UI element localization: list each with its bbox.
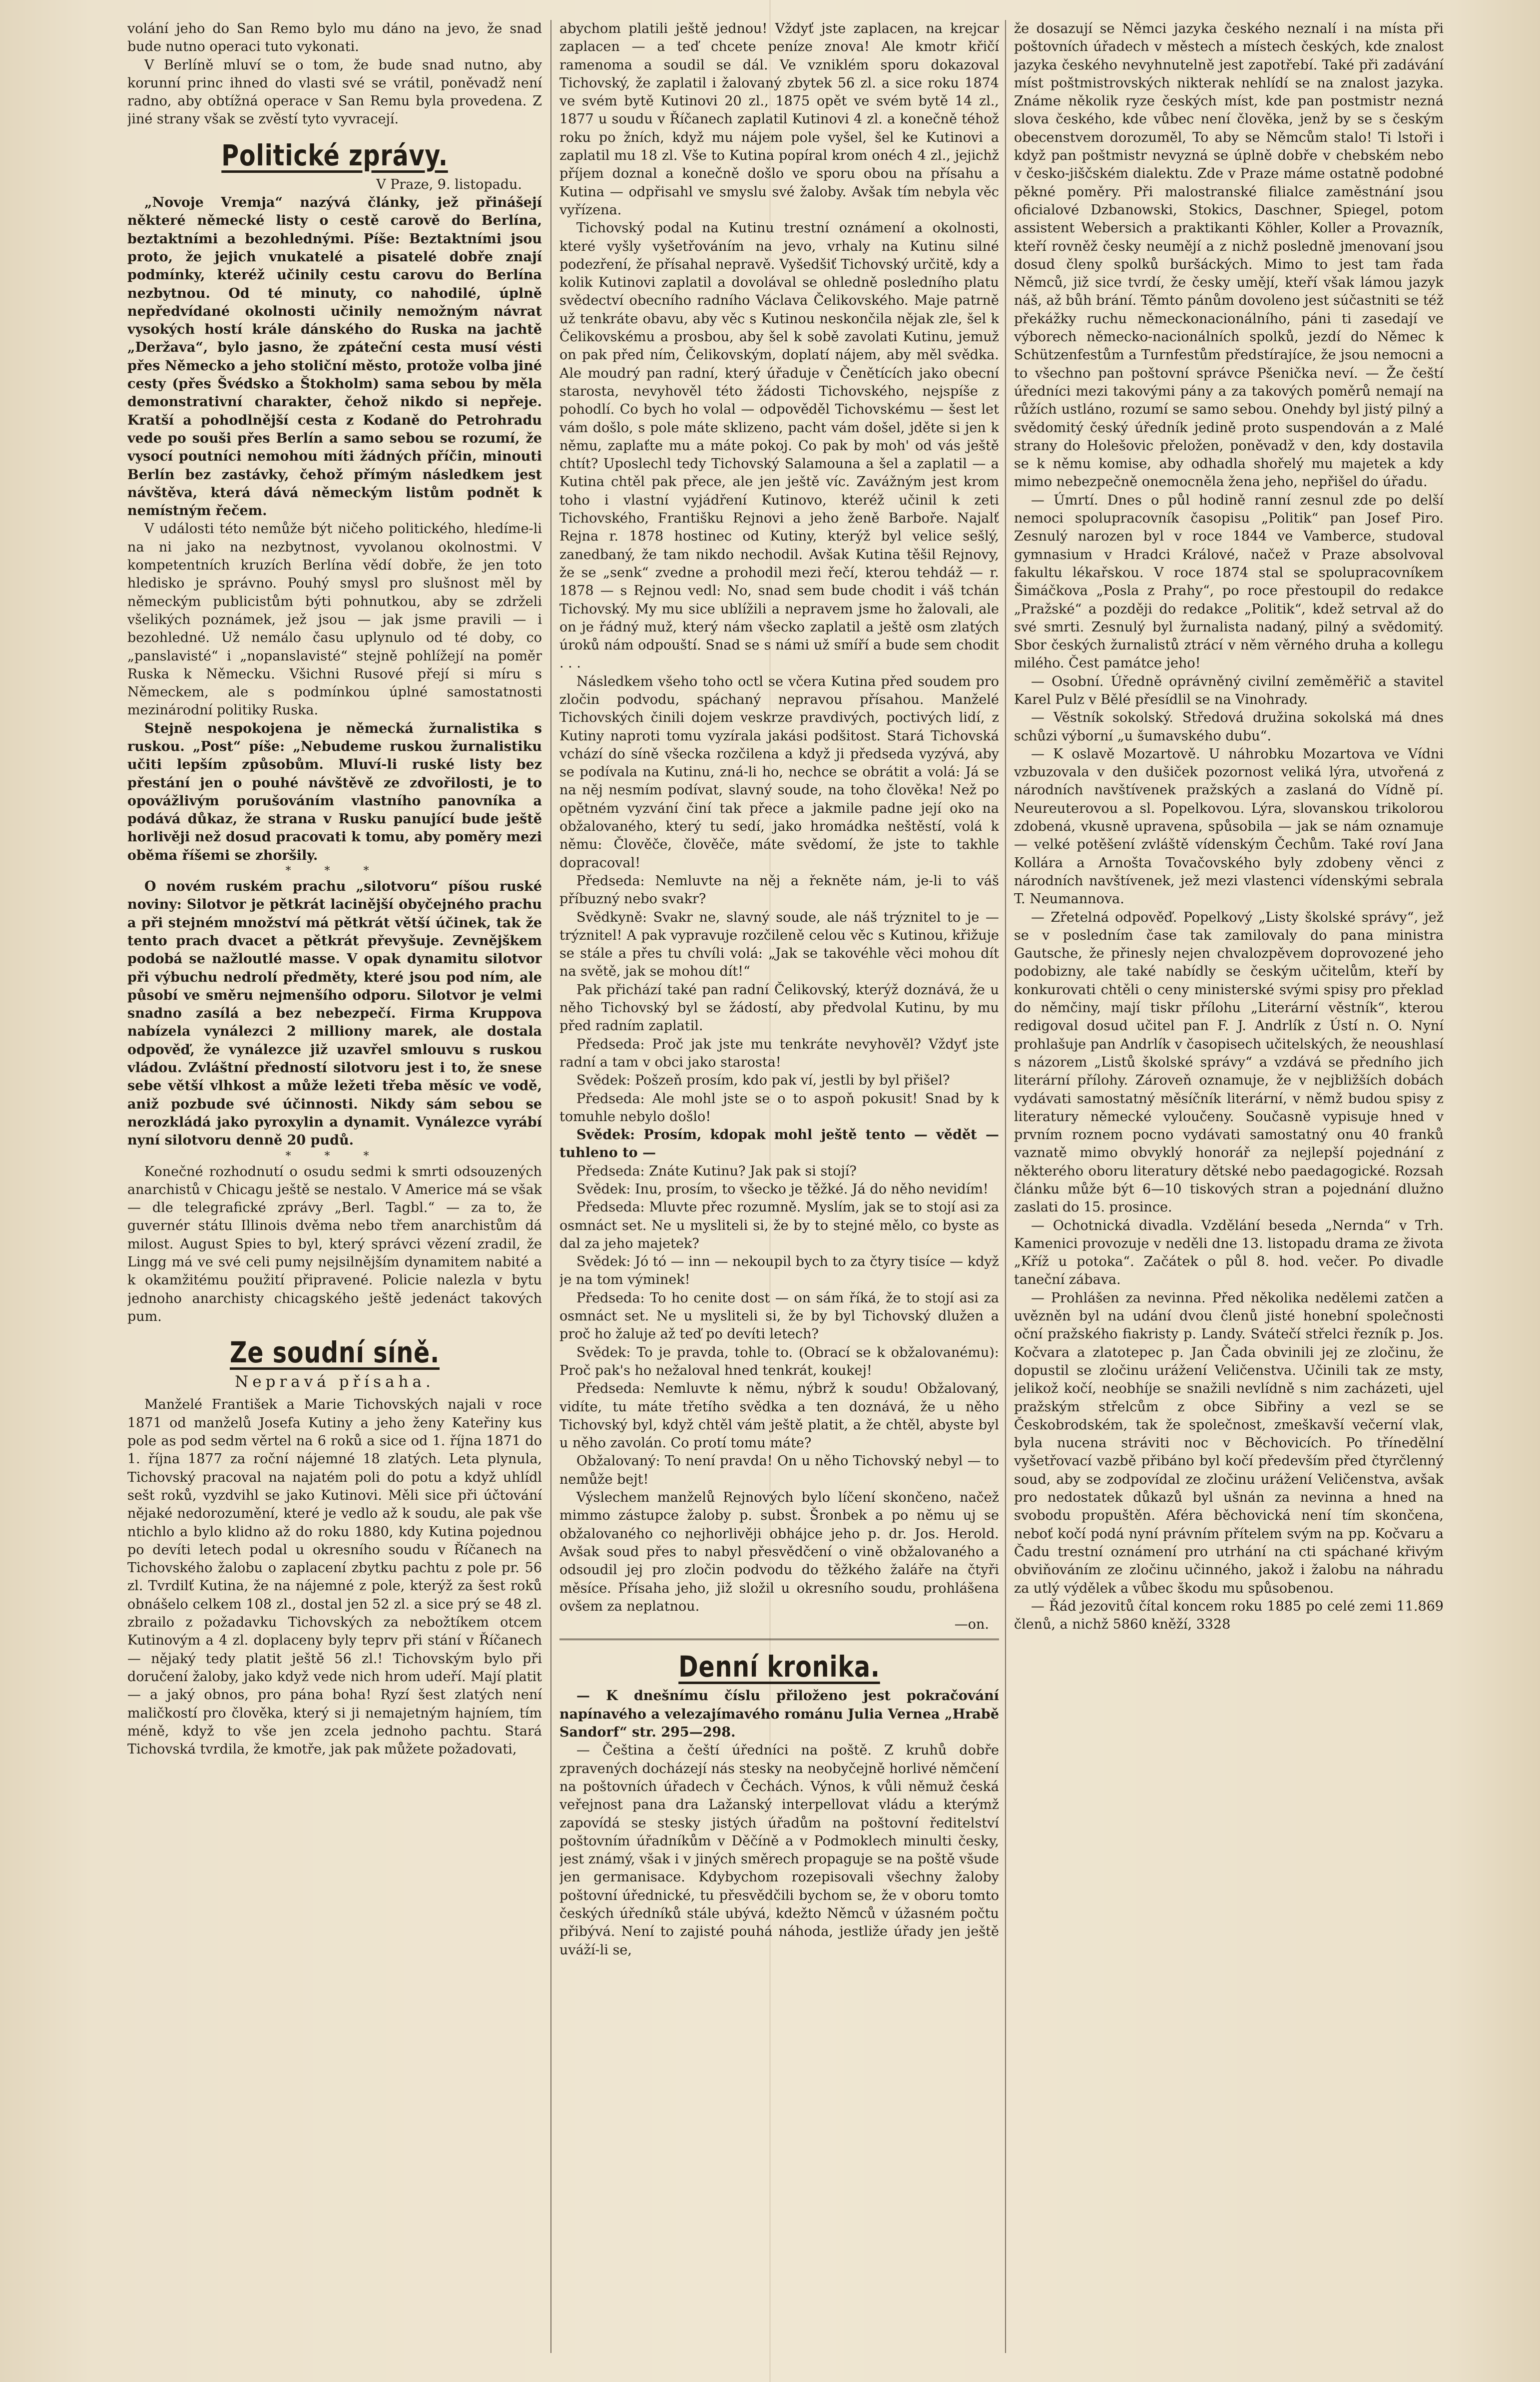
column-rule-2 (1005, 20, 1006, 2353)
news-item: — K oslavě Mozartově. U náhrobku Mozartova ve Vídni vzbuzovala v den dušiček pozornost veliká lýra, utvořená z národních navštívenek pražských a zaslaná do Vídně pí. Neureuterovou a sl. Popelkovou. Lýra, slovanskou trikolorou zdobená, vkusně upravena, spůsobila — jak se nám oznamuje — velké potěšení zvláště vídenským Čechům. Také roví Jana Kollára a Arnošta Tovačovského byly zdobeny věnci z národních navštívenek, jež mezi vlastenci vídenskými sebrala T. Neumannova. (1014, 746, 1444, 907)
news-item: — K dnešnímu číslu přiloženo jest pokračování napínavého a velezajímavého románu Julia Vernea „Hrabě Sandorf“ str. 295—298. (559, 1688, 999, 1741)
paragraph: Tichovský podal na Kutinu trestní oznámení a okolnosti, které vyšly vyšetřováním na jevo, vrhaly na Kutinu silné podezření, že přísahal nepravě. Vyšedšiť Tichovský určitě, kdy a kolik Kutinovi zaplatil a dovolával se ohledně posledního platu svědectví obecního radního Václava Čelikovského. Maje patrně už tenkráte obavu, aby věc s Kutinou neskončila nějak zle, šel k Čelikovskému a prosbou, aby šel k sobě zavolati Kutinu, jemuž on pak před ním, Čelikovským, doplatí nájem, aby měl svědka. Ale moudrý pan radní, který úřaduje v Čenětících jako obecní starosta, nevyhověl této žádosti Tichovského, nejspíše z pohodlí. Co bych ho volal — odpověděl Tichovskému — šest let vám došlo, s pole máte sklizeno, pacht vám došel, jděte si jen k němu, zaplaťte mu a máte pokoj. Co pak by moh' od vás ještě chtít? Uposlechl tedy Tichovský Salamouna a šel a zaplatil — a Kutina chtěl pak přece, ale jen ještě víc. Zavážným jest krom toho i vlastní vyjádření Kutinovo, kteréž učinil k zeti Tichovského, Františku Rejnovi a jeho ženě Barboře. Najalť Rejna r. 1878 hostinec od Kutiny, kterýž byl velice sešlý, zanedbaný, že tam nikdo nechodil. Avšak Kutina těšil Rejnovy, že se „senk“ zvedne a prohodil mezi řečí, kterou tehdáž — r. 1878 — s Rejnou vedl: No, snad sem bude chodit i váš tchán Tichovský. My mu sice ublížili a nepravem jsme ho žalovali, ale on je řádný muž, který nám všecko zaplatil a ještě osm zlatých úroků nám odpouští. Snad se s námi už smíří a bude sem chodit . . . (559, 220, 999, 671)
news-item: — Prohlášen za nevinna. Před několika nedělemi zatčen a uvězněn byl na udání dvou členů jisté honební společnosti oční pražského fiakristy p. Landy. Svátečí střelci řezník p. Jos. Kočvara a zlatotepec p. Jan Čada obvinili jej ze zločinu, že dopustil se zločinu urážení Veličenstva. Učinili tak ze msty, jelikož kočí, neobhíje se snažili nevlídně s nim zacházeti, ujel pražským střelcům z obce Sibřiny a vezl se se Českobrodském, tak že společnost, zmeškavší večerní vlak, byla nucena stráviti noc v Běchovicích. Po třínedělní vyšetřovací vazbě přibáno byl kočí především před čtyrčlenný soud, aby se zodpovídal ze zločinu urážení Veličenstva, avšak pro nedostatek důkazů byl ušnán za nevinna a hned na svobodu propuštěn. Aféra běchovická není tím skončena, neboť kočí podá nyní právním přítelem svým na pp. Kočvaru a Čadu trestní oznámení pro utrhání na cti spáchané křivým obviňováním ze zločinu učinného, jakož i žalobu na náhradu za utlý výdělek a vůbec škodu mu spůsobenou. (1014, 1290, 1444, 1596)
news-item: — Úmrtí. Dnes o půl hodině ranní zesnul zde po delší nemoci spolupracovník časopisu „Politik“ pan Josef Piro. Zesnulý narozen byl v roce 1844 ve Vamberce, studoval gymnasium v Hradci Králové, načež v Praze absolvoval fakultu lékařskou. V roce 1874 stal se spolupracovníkem Šimáčkova „Posla z Prahy“, po roce přestoupil do redakce „Pražské“ a později do redakce „Politik“, kdež setrval až do své smrti. Zesnulý byl žurnalista nadaný, pilný a svědomitý. Sbor českých žurnalistů ztrácí v něm věrného druha a kollegu milého. Čest památce jeho! (1014, 492, 1444, 671)
news-item: — Čeština a čeští úředníci na poště. Z kruhů dobře zpravených docházejí nás stesky na neobyčejně horlivé němčení na poštovních úřadech v Čechách. Výnos, k vůli němuž česká veřejnost pana dra Lažanský interpellovat vládu a kterýmž zapovídá se stesky jistých úřadům na poštovní ředitelství poštovním úřadníkům v Děčíně a v Podmoklech minulti česky, jest známý, však i v jiných směrech propaguje se na poště všude jen germanisace. Kdybychom rozepisovali všechny žaloby poštovní úřednické, tu přesvědčili bychom se, že v oboru tomto českých úředníků stále ubývá, kdežto Němců v úžasném počtu přibývá. Není to zajisté pouhá náhoda, jestliže úřady jen ještě uváží-li se, (559, 1743, 999, 1958)
column-rule-1 (550, 20, 551, 2353)
paragraph: Konečné rozhodnutí o osudu sedmi k smrti odsouzených anarchistů v Chicagu ještě se nestalo. V Americe má se však — dle telegrafické zprávy „Berl. Tagbl.“ — za to, že guvernér státu Illinois dvěma nebo třem anarchistům dá milost. August Spies to byl, který správci vězení zradil, že Lingg má ve své celi pumy nejsilnějším dynamitem nabité a k okamžitému použití připravené. Policie nalezla v bytu jednoho anarchisty chicagského ještě jedenáct takových pum. (127, 1164, 542, 1324)
paragraph: Výslechem manželů Rejnových bylo líčení skončeno, načež mimmo zástupce žaloby p. subst. Šronbek a po němu uj se obžalovaného co nejhorlivěji obhájce jeho p. dr. Jos. Herold. Avšak soud přes to nabyl přesvědčení o vině obžalovaného a odsoudil jej pro zločin podvodu do těžkého žaláře na čtyři měsíce. Přísaha jeho, již složil u okresního soudu, prohlášena ovšem za neplatnou. (559, 1490, 999, 1614)
dialogue-line: Předseda: Nemluvte k němu, nýbrž k soudu! Obžalovaný, vidíte, tu máte třetího svědka a ten doznává, že u něho Tichovský byl, když chtěl vám ještě platit, a že chtěl, abyste byl u něho zavolán. Co protí tomu máte? (559, 1381, 999, 1451)
section-heading-chronicle: Denní kronika. (678, 1650, 880, 1684)
paragraph: Následkem všeho toho octl se včera Kutina před soudem pro zločin podvodu, spáchaný nepravou přísahou. Manželé Tichovských činili dojem veskrze pravdivých, poctivých lidí, z Kutiny naproti tomu vyzírala jakási podšitost. Stará Tichovská vchází do síně všecka rozčilena a když ji předseda vyzývá, aby se podívala na Kutinu, zná-li ho, nechce se obrátit a volá: Já se na něj nesmím podívat, slavný soude, na toho člověka! Než po opětném vyzvání činí tak přece a jakmile padne její oko na obžalovaného, který tu sedí, jako hromádka neštěstí, volá k němu: Člověče, člověče, máte svědomí, že jste to takhle dopracoval! (559, 673, 999, 871)
section-heading-politics: Politické zprávy. (221, 138, 448, 172)
article-subtitle: Nepravá přísaha. (235, 1373, 435, 1391)
dialogue-line: Svědkyně: Svakr ne, slavný soude, ale náš trýznitel to je — trýznitel! A pak vypravuje rozčileně celou věc s Kutinou, křižuje se stále a přes tu chvíli volá: „Jak se takovéhle věci mohou dít na světě, jak se mohou dít!“ (559, 909, 999, 980)
dialogue-line: Svědek: To je pravda, tohle to. (Obrací se k obžalovanému): Proč pak's ho nežaloval hned tenkrát, koukej! (559, 1344, 999, 1378)
dialogue-line: Obžalovaný: To není pravda! On u něho Tichovský nebyl — to nemůže bejt! (559, 1453, 999, 1487)
dialogue-line: Předseda: Proč jak jste mu tenkráte nevyhověl? Vždyť jste radní a tam v obci jako starosta! (559, 1036, 999, 1070)
column-2 (559, 20, 999, 2368)
paragraph: V události této nemůže být ničeho politického, hledíme-li na ni jako na nezbytnost, vyvolanou okolnostmi. V kompetentních kruzích Berlína vědí dobře, že jen toto hledisko je správno. Pouhý smysl pro slušnost měl by německým publicistům býti pohnutkou, aby se zdrželi všelikých poznámek, jež jsou — jak jsme pravili — i bezohledné. Už nemálo času uplynulo od té doby, co „panslavisté“ i „nopanslavisté“ stejně pohlížejí na poměr Ruska k Německu. Všichni Rusové přejí si míru s Německem, ale s podmínkou úplné samostatnosti mezinárodní politiky Ruska. (127, 521, 542, 718)
separator-stars: * * * (285, 865, 384, 878)
paragraph: Manželé František a Marie Tichovských najali v roce 1871 od manželů Josefa Kutiny a jeho ženy Kateřiny kus pole as pod sedm věrtel na 6 roků a sice od 1. října 1871 do 1. října 1877 za roční nájemné 18 zlatých. Leta plynula, Tichovský pracoval na najatém poli do potu a když uhlídl sešt roků, vyzdvihl se jako Kutinovi. Měli sice při účtování nějaké nedorozumění, které je vedlo až k soudu, ale pak vše ntichlo a bylo klidno až do roku 1880, kdy Kutina pojednou po devíti letech podal u okresního soudu v Říčanech na Tichovského žalobu o zaplacení zbytku pachtu z pole pr. 56 zl. Tvrdilť Kutina, že na nájemné z pole, kterýž za šest roků obnášelo celkem 108 zl., dostal jen 52 zl. a sice prý se 48 zl. zbrailo z požadavku Tichovských za nebožtíkem otcem Kutinovým a 4 zl. doplaceny byly teprv při stání v Říčanech — nějaký tedy platit ještě 56 zl.! Tichovským bylo při doručení žaloby, jako když vede nich hrom udeří. Mají platit — a jaký obnos, pro pána boha! Ryzí šest zlatých není maličkostí pro člověka, který si ji nemajetným hajníem, tím méně, když to vše jen zcela jednoho pachtu. Stará Tichovská tvrdila, že kmotře, jak pak můžete požadovati, (127, 1397, 542, 1758)
news-item: — Věstník sokolský. Středová družina sokolská má dnes schůzi výborní „u šumavského dubu“. (1014, 710, 1444, 744)
dialogue-line: Předseda: Znáte Kutinu? Jak pak si stojí? (576, 1163, 857, 1179)
news-item: — Zřetelná odpověď. Popelkový „Listy školské správy“, jež se v posledním čase tak zamilovaly do pana ministra Gautsche, že přinesly nejen chvalozpěvem doprovozené jeho podobizny, ale také nabídly se českým učitelům, kteří by konkurovati chtěli o ceny ministerské svými spisy pro překlad do němčiny, mají tiskr přílohu „Literární věstník“, kterou redigoval dosud učitel pan F. J. Andrlík z Ústí n. O. Nyní prohlašuje pan Andrlík v časopisech učitelských, že neoushlasí s názorem „Listů školské správy“ a vzdává se předního jich literární přílohy. Zároveň oznamuje, že v nejbližších dobách vydávati samostatný měsíčník literární, v němž budou spisy z literatury německé vyloučeny. Současně vypisuje hned v prvním roznem pocno vydávati samostatný onu 40 franků vaznatě mimo obvyklý honorář za nejlepší pojednání z některého oboru literatury dětské nebo paedagogické. Rozsah článku může být 6—10 tiskových stran a pojednání dlužno zaslati do 15. prosince. (1014, 909, 1444, 1215)
paragraph: Pak přichází také pan radní Čelikovský, kterýž doznává, že u něho Tichovský byl se žádostí, aby předvolal Kutinu, by mu před radním zaplatil. (559, 982, 999, 1034)
paragraph: „Novoje Vremja“ nazývá články, jež přinášejí některé německé listy o cestě carově do Berlína, beztaktními a bezohlednými. Píše: Beztaktními jsou proto, že jejich vnukatelé a pisatelé dobře znají podmínky, kteréž učinily cestu carovu do Berlína nezbytnou. Od té minuty, co nahodilé, úplně nepředvídané okolnosti učinily nemožným návrat vysokých hostí krále dánského do Ruska na jachtě „Deržava“, bylo jasno, že zpáteční cesta musí vésti přes Německo a jeho stoliční město, protože volba jiné cesty (přes Švédsko a Štokholm) sama sebou by měla demonstrativní charakter, čehož nikdo si nepřeje. Kratší a pohodlnější cesta z Kodaně do Petrohradu vede po souši přes Berlín a samo sebou se rozumí, že vysocí poutníci nemohou míti žádných příčin, minouti Berlín bez zastávky, čehož přímým následkem jest návštěva, která dává německým listům podnět k nemístným řečem. (127, 195, 542, 519)
news-item: — Osobní. Úředně oprávněný civilní zeměměřič a stavitel Karel Pulz v Bělé přesídlil se na Vinohrady. (1014, 673, 1444, 707)
dialogue-line: Svědek: Pošzeň prosím, kdo pak ví, jestli by byl přišel? (576, 1073, 950, 1089)
dialogue-line: Předseda: To ho cenite dost — on sám říká, že to stojí asi za osmnáct set. Ne u mysliteli si, že by byl Tichovský dlužen a proč ho žaluje až teď po devíti letech? (559, 1290, 999, 1342)
paragraph: volání jeho do San Remo bylo mu dáno na jevo, že snad bude nutno operaci tuto vykonati. (127, 21, 542, 55)
dialogue-line: Svědek: Jó tó — inn — nekoupil bych to za čtyry tisíce — když je na tom výminek! (559, 1254, 999, 1288)
section-heading-court: Ze soudní síně. (229, 1335, 440, 1370)
dialogue-line: Svědek: Inu, prosím, to všecko je těžké. Já do něho nevidím! (576, 1182, 989, 1197)
dialogue-line: Předseda: Ale mohl jste se o to aspoň pokusit! Snad by k tomuhle nebylo došlo! (559, 1091, 999, 1125)
double-rule (559, 1639, 999, 1640)
paragraph: Stejně nespokojena je německá žurnalistika s ruskou. „Post“ píše: „Nebudeme ruskou žurnalistiku učiti lepším způsobům. Mluví-li ruské listy bez přestání jen o pouhé návštěvě ze zdvořilosti, je to opovážlivým porušováním vlastního panovníka a podává důkaz, že strana v Rusku panující bude ještě horlivěji než dosud pracovati k tomu, aby poměry mezi oběma říšemi se zhoršily. (127, 720, 542, 863)
column-3 (1014, 20, 1444, 2368)
news-item: — Ochotnická divadla. Vzdělání beseda „Nernda“ v Trh. Kamenici provozuje v neděli dne 13. listopadu drama ze života „Kříž u potoka“. Začátek o půl 8. hod. večer. Po divadle taneční zábava. (1014, 1217, 1444, 1288)
paragraph: že dosazují se Němci jazyka českého neznalí i na místa při poštovních úřadech v městech a místech českých, kde znalost jazyka českého nevyhnutelně jest zapotřebí. Také při zadávání míst poštmistrovských nikterak nehlídí se na znalost jazyka. Známe několik ryze českých míst, kde pan postmistr nezná slova českého, kde vůbec není člověka, jenž by se s českým obecenstvem dorozuměl, To aby se Němcům stalo! Ti lstoři i když pan poštmistr nevyzná se úplně dobře v chebském nebo v česko-jiščském dialektu. Zde v Praze máme ostatně podobné pěkné poměry. Při malostranské filialce zaměstnání jsou oficialové Dzbanowski, Stokics, Daschner, Spiegel, potom assistent Webersich a praktikanti Köhler, Koller a Provazník, kteří rovněž česky neumějí a z nichž posledně jmenovaní jsou dosud členy spolků buršáckých. Mimo to jest tam řada Němců, již sice tvrdí, že česky umějí, kteří však lámou jazyk náš, až bůh brání. Těmto pánům dovoleno jest súčastniti se též překážky ruchu německonacionálního, páni ti zasedají ve výborech německo-nacionálních spolků, jezdí do Němec k Schützenfestům a Turnfestům předstírajíce, že jsou nemocni a to všechno pan poštovní správce Pšenička neví. — Že čeští úředníci mezi takovými pány a za takových poměrů nemají na růžích ustláno, rozumí se samo sebou. Onehdy byl jistý pilný a svědomitý český úředník jedině proto suspendován a z Malé strany do Holešovic přeložen, poněvadž v den, kdy dostavila se k němu komise, aby odhadla shořelý mu majetek a kdy mimo nebezpečně onemocněla žena jeho, nepřišel do úřadu. (1014, 21, 1444, 490)
dateline: V Praze, 9. listopadu. (376, 176, 522, 192)
paragraph: O novém ruském prachu „silotvoru“ píšou ruské noviny: Silotvor je pětkrát lacinější obyčejného prachu a při stejném množství má pětkrát větší účinek, tak že tento prach dvacet a pětkrát převyšuje. Zevnějškem podobá se nažloutlé masse. V opak dynamitu silotvor při výbuchu nedrolí předměty, které jsou pod ním, ale působí ve směru nejmenšího odporu. Silotvor je velmi snadno zasílá a bez nebezpečí. Firma Kruppova nabízela vynálezci 2 milliony marek, ale dostala odpověď, že vynálezce již uzavřel smlouvu s ruskou vládou. Zvláštní předností silotvoru jest i to, že snese sebe větší vlhkost a může ležeti třeba měsíc ve vodě, aniž pozbude své účinnosti. Nikdy sám sebou se nerozkládá jako pyroxylin a dynamit. Vynálezce vyrábí nyní silotvoru denně 20 pudů. (127, 879, 542, 1149)
column-1 (127, 20, 542, 2368)
dialogue-line: Svědek: Prosím, kdopak mohl ještě tento — vědět — tuhleno to — (559, 1127, 999, 1161)
separator-stars: * * * (285, 1150, 384, 1163)
paragraph: V Berlíně mluví se o tom, že bude snad nutno, aby korunní princ ihned do vlasti své se vrátil, poněvadž není radno, aby obtížná operace v San Remu byla provedena. Z jiné strany však se zvěstí tyto vyvracejí. (127, 57, 542, 127)
paragraph: abychom platili ještě jednou! Vždyť jste zaplacen, na krejcar zaplacen — a teď chcete peníze znova! Ale kmotr křičí ramenoma a soudil se dál. Ve vzniklém sporu dokazoval Tichovský, že zaplatil i žalovaný zbytek 56 zl. a sice roku 1874 ve svém bytě Kutinovi 20 zl., 1875 opět ve svém bytě 14 zl., 1877 u soudu v Říčanech zaplatil Kutinovi 4 zl. a konečně téhož roku po žních, když mu nájem pole vyšel, šel ke Kutinovi a zaplatil mu 18 zl. Vše to Kutina popíral krom onéch 4 zl., jejichž příjem doznal a konečně došlo ve sporu obou na přísahu a Kutina — odpřisahl ve smyslu své žaloby. Avšak tím nebyla věc vyřízena. (559, 21, 999, 218)
dialogue-line: Předseda: Nemluvte na něj a řekněte nám, je-li to váš příbuzný nebo svakr? (559, 873, 999, 907)
dialogue-line: Předseda: Mluvte přec rozumně. Myslím, jak se to stojí asi za osmnáct set. Ne u mysliteli si, že by to stejné mělo, co byste as dal za jeho majetek? (559, 1199, 999, 1251)
author-signature: —on. (954, 1617, 989, 1633)
news-item: — Řád jezovitů čítal koncem roku 1885 po celé zemi 11.869 členů, a nichž 5860 kněží, 3328 (1014, 1598, 1444, 1633)
